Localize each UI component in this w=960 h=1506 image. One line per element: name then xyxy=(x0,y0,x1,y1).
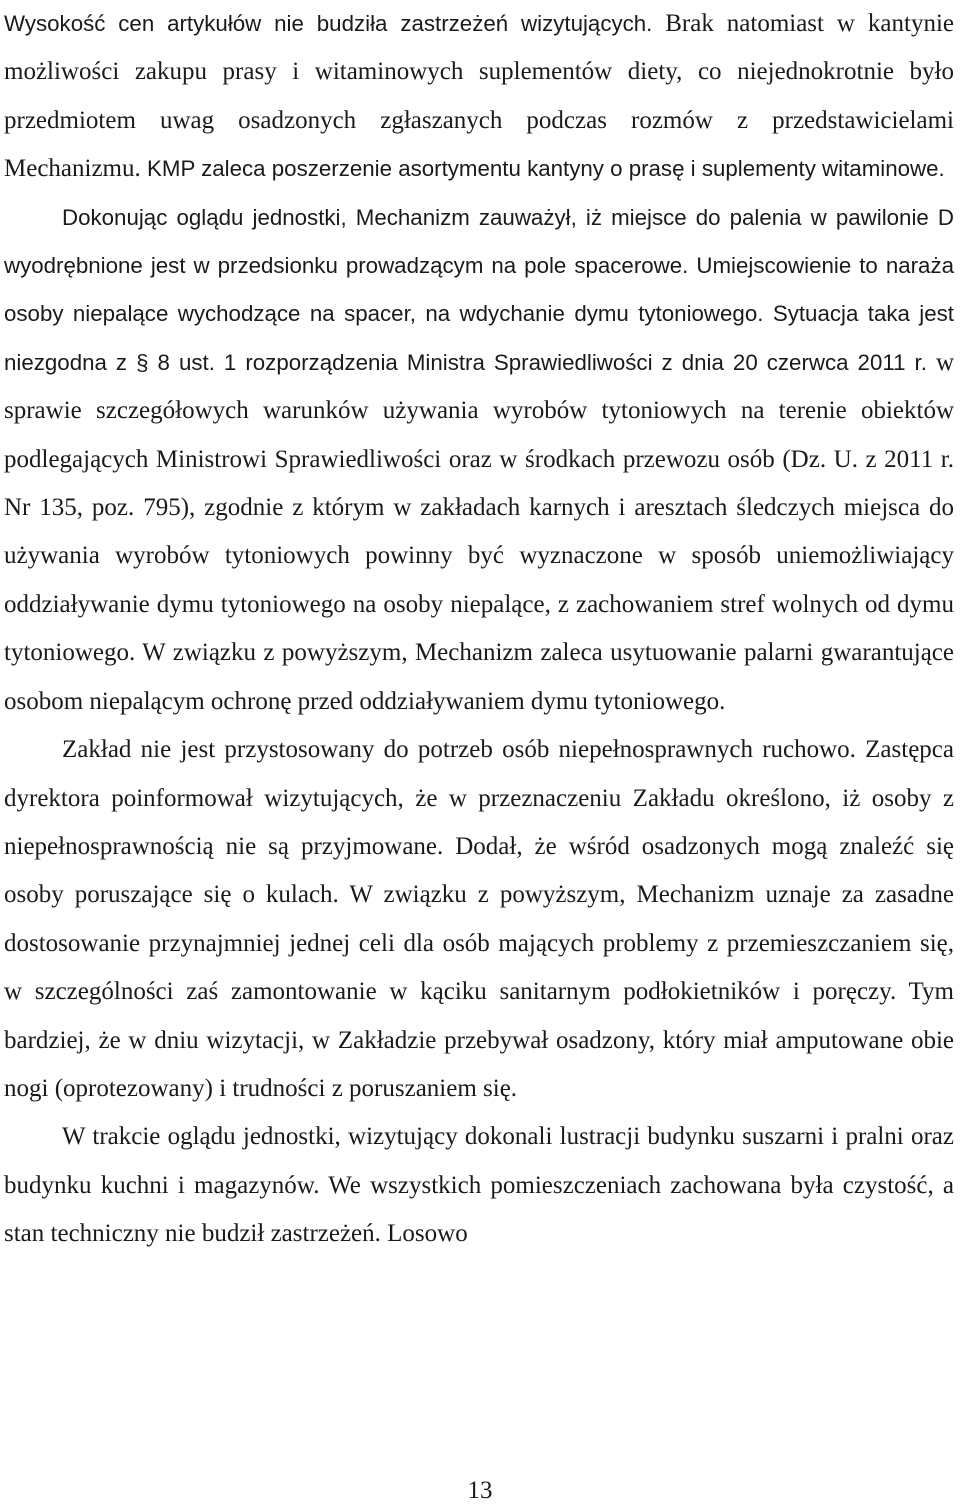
paragraph-smoking xyxy=(4,194,954,726)
body-text xyxy=(4,0,954,1259)
text-run: Dokonując oglądu jednostki, Mechanizm zauważył, iż miejsce do palenia w pawilonie D wyodrębnione jest w przedsionku prowadzącym na pole spacerowe. Umiejscowienie to naraża osoby niepalące wychodzące na spacer, na wdychanie dymu tytoniowego. Sytuacja taka jest niezgodna z § 8 ust. 1 rozporządzenia Ministra Sprawiedliwości z dnia 20 czerwca 2011 r. xyxy=(4,204,954,375)
text-run: W trakcie oglądu jednostki, wizytujący dokonali lustracji budynku suszarni i pralni oraz budynku kuchni i magazynów. We wszystkich pomieszczeniach zachowana była czystość, a stan techniczny nie budził zastrzeżeń. Losowo xyxy=(4,1123,954,1248)
text-run: Zakład nie jest przystosowany do potrzeb osób niepełnosprawnych ruchowo. Zastępca dyrektora poinformował wizytujących, że w przeznaczeniu Zakładu określono, iż osoby z niepełnosprawnością nie są przyjmowane. Dodał, że wśród osadzonych mogą znaleźć się osoby poruszające się o kulach. W związku z powyższym, Mechanizm uznaje za zasadne dostosowanie przynajmniej jednej celi dla osób mających problemy z przemieszczaniem się, w szczególności zaś zamontowanie w kąciku sanitarnym podłokietników i poręczy. Tym bardziej, że w dniu wizytacji, w Zakładzie przebywał osadzony, który miał amputowane obie nogi (oprotezowany) i trudności z poruszaniem się. xyxy=(4,736,954,1102)
page-number: 13 xyxy=(467,1477,493,1504)
paragraph-accessibility xyxy=(4,726,954,1113)
paragraph-inspection xyxy=(4,1113,954,1258)
text-run: Brak natomiast w kantynie możliwości zakupu prasy i witaminowych suplementów diety, co niejednokrotnie było przedmiotem uwag osadzonych zgłaszanych podczas rozmów z przedstawicielami Mechanizmu. xyxy=(4,10,954,183)
text-run: KMP zaleca poszerzenie asortymentu kantyny o prasę i suplementy witaminowe. xyxy=(147,156,945,182)
text-run: w sprawie szczegółowych warunków używania wyrobów tytoniowych na terenie obiektów podlegających Ministrowi Sprawiedliwości oraz w środkach przewozu osób (Dz. U. z 2011 r. Nr 135, poz. 795), zgodnie z którym w zakładach karnych i aresztach śledczych miejsca do używania wyrobów tytoniowych powinny być wyznaczone w sposób uniemożliwiający oddziaływanie dymu tytoniowego na osoby niepalące, z zachowaniem stref wolnych od dymu tytoniowego. W związku z powyższym, Mechanizm zaleca usytuowanie palarni gwarantujące osobom niepalącym ochronę przed oddziaływaniem dymu tytoniowego. xyxy=(4,348,954,715)
paragraph-canteen xyxy=(4,0,954,194)
text-run: Wysokość cen artykułów nie budziła zastrzeżeń wizytujących. xyxy=(4,11,666,36)
